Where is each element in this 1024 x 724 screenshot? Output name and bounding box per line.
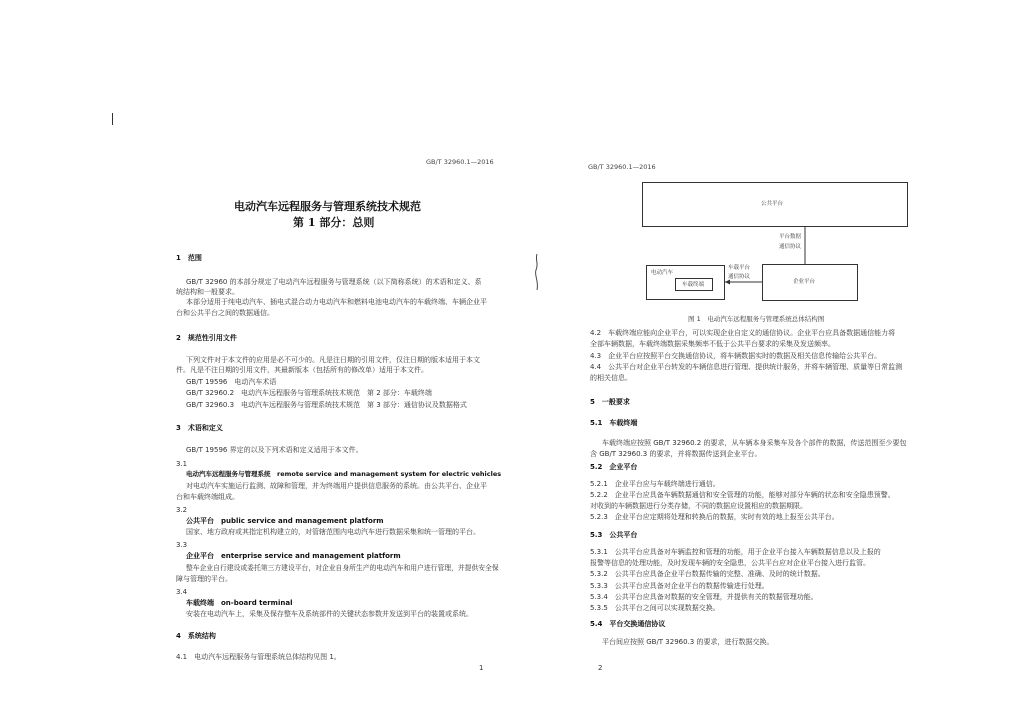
section-heading: 5 一般要求 <box>590 398 630 406</box>
subsection-heading: 5.3 公共平台 <box>590 531 638 539</box>
paragraph-line: 5.3.2 公共平台应具备企业平台数据传输的完整、准确、及时的统计数据。 <box>590 570 825 578</box>
paragraph-line: 车载终端应按照 GB/T 32960.2 的要求，从车辆本身采集车及各个部件的数据，传送范围至少要包 <box>602 439 907 447</box>
connector-lines <box>512 0 1024 724</box>
term-number: 3.2 <box>176 506 188 514</box>
paragraph-line: 本部分适用于纯电动汽车、插电式混合动力电动汽车和燃料电池电动汽车的车载终端、车辆企业平 <box>186 298 487 306</box>
section-heading: 1 范围 <box>176 254 202 262</box>
page-header: GB/T 32960.1—2016 <box>588 163 656 171</box>
paragraph-line: 5.2.3 企业平台应定期将处理和转换后的数据，实时有效的地上报至公共平台。 <box>590 513 839 521</box>
paragraph-line: 件。凡是不注日期的引用文件，其最新版本（包括所有的修改单）适用于本文件。 <box>176 366 428 374</box>
paragraph-line: 5.3.1 公共平台应具备对车辆监控和管理的功能，用于企业平台接入车辆数据信息以及上报的 <box>590 548 881 556</box>
term-number: 3.1 <box>176 460 188 468</box>
term-number: 3.3 <box>176 541 188 549</box>
paragraph-line: 4.3 企业平台应按照平台交换通信协议，将车辆数据实时的数据及相关信息传输给公共平台。 <box>590 352 882 360</box>
term-title: 车载终端 on-board terminal <box>186 599 293 607</box>
term-definition: 障与管理的平台。 <box>176 575 232 583</box>
subsection-heading: 5.4 平台交换通信协议 <box>590 620 666 628</box>
term-number: 3.4 <box>176 588 188 596</box>
paragraph-line: GB/T 32960 的本部分规定了电动汽车远程服务与管理系统（以下简称系统）的术语和定义、系 <box>186 278 482 286</box>
paragraph-line: 报警等信息的处理功能，及时发现车辆的安全隐患，公共平台应对企业平台接入进行监管。 <box>590 559 870 567</box>
reference-item: GB/T 32960.3 电动汽车远程服务与管理系统技术规范 第 3 部分：通信协议及数据格式 <box>186 401 467 409</box>
terminal-label: 车载终端 <box>682 282 705 288</box>
term-definition: 对电动汽车实施运行监测、故障和管理，并为终端用户提供信息服务的系统。由公共平台、企业平 <box>186 482 487 490</box>
paragraph-line: 统结构和一般要求。 <box>176 288 239 296</box>
term-title: 公共平台 public service and management platform <box>186 517 384 525</box>
document-subtitle: 第 1 部分：总则 <box>293 216 375 229</box>
page-header: GB/T 32960.1—2016 <box>426 158 494 166</box>
paragraph-line: 全部车辆数据，车载终端数据采集频率不低于公共平台要求的采集及发送频率。 <box>590 340 835 348</box>
page-number: 1 <box>479 664 484 672</box>
reference-item: GB/T 19596 电动汽车术语 <box>186 378 277 386</box>
term-title: 电动汽车远程服务与管理系统 remote service and management system for electric vehicles <box>186 470 502 478</box>
paragraph-line: 含 GB/T 32960.3 的要求，并将数据传送到企业平台。 <box>590 450 762 458</box>
link-label-top-2: 通信协议 <box>779 244 802 250</box>
term-definition: 安装在电动汽车上，采集及保存整车及系统部件的关键状态参数并发送到平台的装置或系统。 <box>186 610 473 618</box>
subsection-heading: 5.2 企业平台 <box>590 463 638 471</box>
subsection-heading: 5.1 车载终端 <box>590 419 638 427</box>
paragraph-line: 下列文件对于本文件的应用是必不可少的。凡是注日期的引用文件，仅注日期的版本适用于本文 <box>186 356 480 364</box>
term-definition: 国家、地方政府或其指定机构建立的，对管辖范围内电动汽车进行数据采集和统一管理的平台。 <box>186 528 480 536</box>
arrow-label: 车载平台 <box>728 265 751 271</box>
arrow-label-2: 通信协议 <box>728 274 751 280</box>
paragraph-line: GB/T 19596 界定的以及下列术语和定义适用于本文件。 <box>186 446 363 454</box>
paragraph-line: 4.1 电动汽车远程服务与管理系统总体结构见图 1。 <box>176 653 341 661</box>
paragraph-line: 5.3.3 公共平台应具备对企业平台的数据传输进行处理。 <box>590 582 769 590</box>
paragraph-line: 5.3.5 公共平台之间可以实现数据交换。 <box>590 604 720 612</box>
figure-caption: 图 1 电动汽车远程服务与管理系统总体结构图 <box>688 315 825 323</box>
public-platform-label: 公共平台 <box>761 201 784 207</box>
right-page <box>512 0 1024 724</box>
vehicle-box <box>646 265 725 300</box>
term-title: 企业平台 enterprise service and management platform <box>186 552 401 560</box>
terminal-box <box>675 278 713 291</box>
paragraph-line: 5.3.4 公共平台应具备对数据的安全管理，并提供有关的数据管理功能。 <box>590 593 818 601</box>
document-title: 电动汽车远程服务与管理系统技术规范 <box>234 200 421 213</box>
scan-mark <box>112 113 113 125</box>
paragraph-line: 台和公共平台之间的数据通信。 <box>176 309 274 317</box>
paragraph-line: 的相关信息。 <box>590 374 632 382</box>
term-definition: 台和车载终端组成。 <box>176 493 239 501</box>
link-label-top: 平台数据 <box>779 234 802 240</box>
vehicle-label: 电动汽车 <box>651 270 674 276</box>
paragraph-line: 5.2.1 企业平台应与车载终端进行通信。 <box>590 480 720 488</box>
enterprise-platform-box <box>762 264 858 301</box>
paragraph-line: 4.4 公共平台对企业平台转发的车辆信息进行管理、提供统计服务，并将车辆管理、质量等日常监测 <box>590 363 903 371</box>
section-heading: 2 规范性引用文件 <box>176 334 237 342</box>
paragraph-line: 平台间应按照 GB/T 32960.3 的要求，进行数据交换。 <box>602 638 774 646</box>
enterprise-platform-label: 企业平台 <box>793 279 816 285</box>
reference-item: GB/T 32960.2 电动汽车远程服务与管理系统技术规范 第 2 部分：车载终端 <box>186 389 432 397</box>
page-number: 2 <box>598 664 603 672</box>
section-heading: 3 术语和定义 <box>176 424 223 432</box>
paragraph-line: 4.2 车载终端应能向企业平台，可以实现企业自定义的通信协议。企业平台应具备数据通信能力将 <box>590 329 896 337</box>
paragraph-line: 5.2.2 企业平台应具备车辆数据通信和安全管理的功能，能够对部分车辆的状态和安全隐患预警。 <box>590 491 895 499</box>
section-heading: 4 系统结构 <box>176 632 216 640</box>
term-definition: 整车企业自行建设或委托第三方建设平台，对企业自身所生产的电动汽车和用户进行管理，并提供安全保 <box>186 564 499 572</box>
paragraph-line: 对收到的车辆数据进行分类存储，不同的数据应设置相应的数据期限。 <box>590 502 807 510</box>
